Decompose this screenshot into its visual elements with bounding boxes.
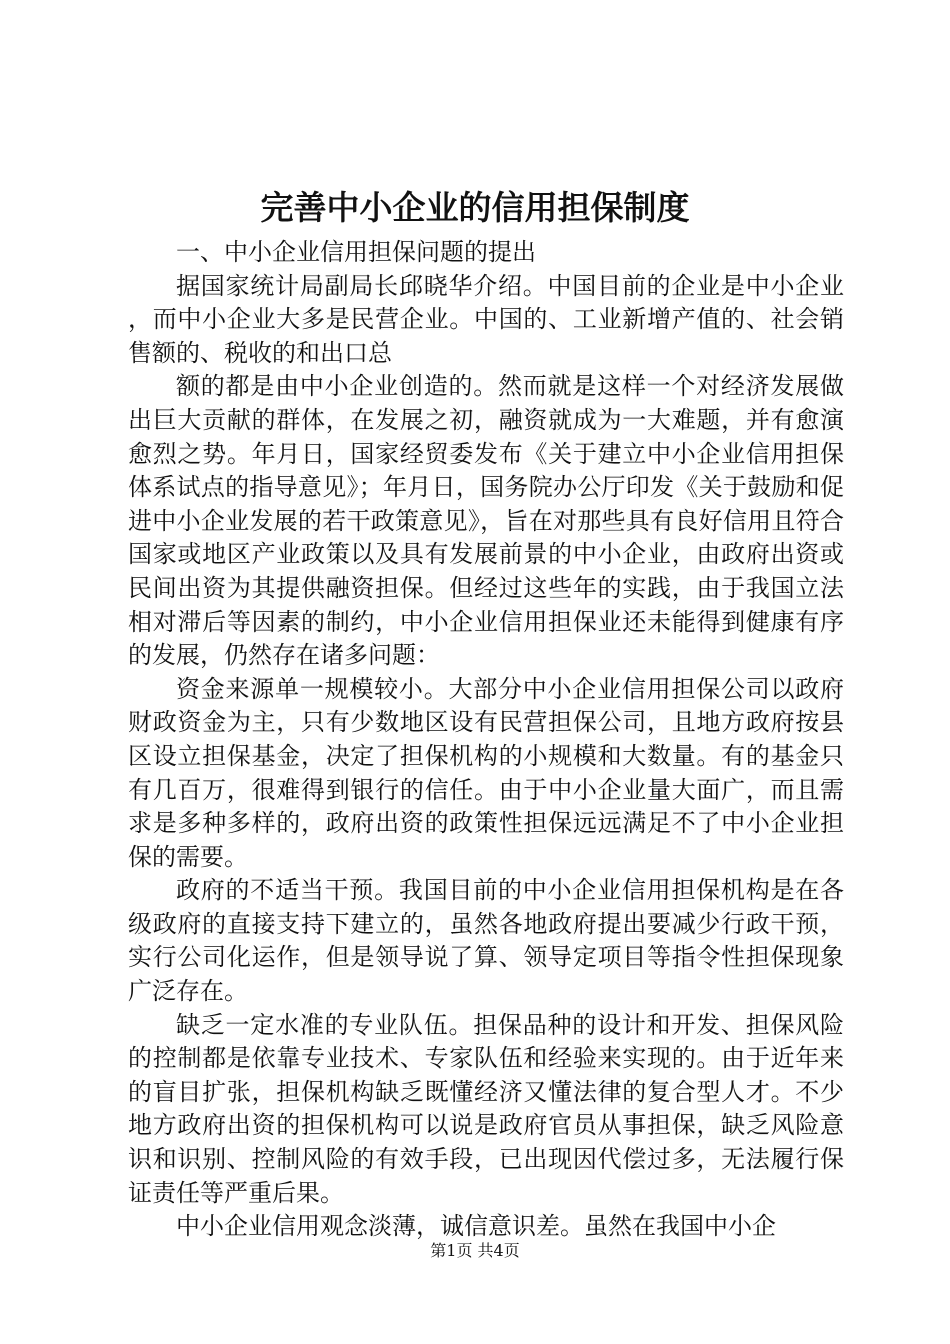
document-title: 完善中小企业的信用担保制度 xyxy=(260,188,690,227)
paragraph: 政府的不适当干预。我国目前的中小企业信用担保机构是在各级政府的直接支持下建立的，虽然各地政府提出要减少行政干预，实行公司化运作，但是领导说了算、领导定项目等指令性担保现象广泛存在。 xyxy=(128,876,844,1006)
paragraph: 中小企业信用观念淡薄，诚信意识差。虽然在我国中小企 xyxy=(176,1212,776,1241)
paragraph: 资金来源单一规模较小。大部分中小企业信用担保公司以政府财政资金为主，只有少数地区设有民营担保公司，且地方政府按县区设立担保基金，决定了担保机构的小规模和大数量。有的基金只有几百万，很难得到银行的信任。由于中小企业量大面广，而且需求是多种多样的，政府出资的政策性担保远远满足不了中小企业担保的需要。 xyxy=(128,674,844,871)
paragraph: 据国家统计局副局长邱晓华介绍。中国目前的企业是中小企业，而中小企业大多是民营企业。中国的、工业新增产值的、社会销售额的、税收的和出口总 xyxy=(128,271,844,367)
paragraph: 额的都是由中小企业创造的。然而就是这样一个对经济发展做出巨大贡献的群体，在发展之初，融资就成为一大难题，并有愈演愈烈之势。年月日，国家经贸委发布《关于建立中小企业信用担保体系试点的指导意见》；年月日，国务院办公厅印发《关于鼓励和促进中小企业发展的若干政策意见》，旨在对那些具有良好信用且符合国家或地区产业政策以及具有发展前景的中小企业，由政府出资或民间出资为其提供融资担保。但经过这些年的实践，由于我国立法相对滞后等因素的制约，中小企业信用担保业还未能得到健康有序的发展，仍然存在诸多问题： xyxy=(128,372,844,670)
page-number-footer: 第1页 共4页 xyxy=(430,1241,520,1260)
section-heading: 一、中小企业信用担保问题的提出 xyxy=(176,238,536,266)
document-body xyxy=(128,236,844,1244)
paragraph: 缺乏一定水准的专业队伍。担保品种的设计和开发、担保风险的控制都是依靠专业技术、专家队伍和经验来实现的。由于近年来的盲目扩张，担保机构缺乏既懂经济又懂法律的复合型人才。不少地方政府出资的担保机构可以说是政府官员从事担保，缺乏风险意识和识别、控制风险的有效手段，已出现因代偿过多，无法履行保证责任等严重后果。 xyxy=(128,1010,844,1207)
